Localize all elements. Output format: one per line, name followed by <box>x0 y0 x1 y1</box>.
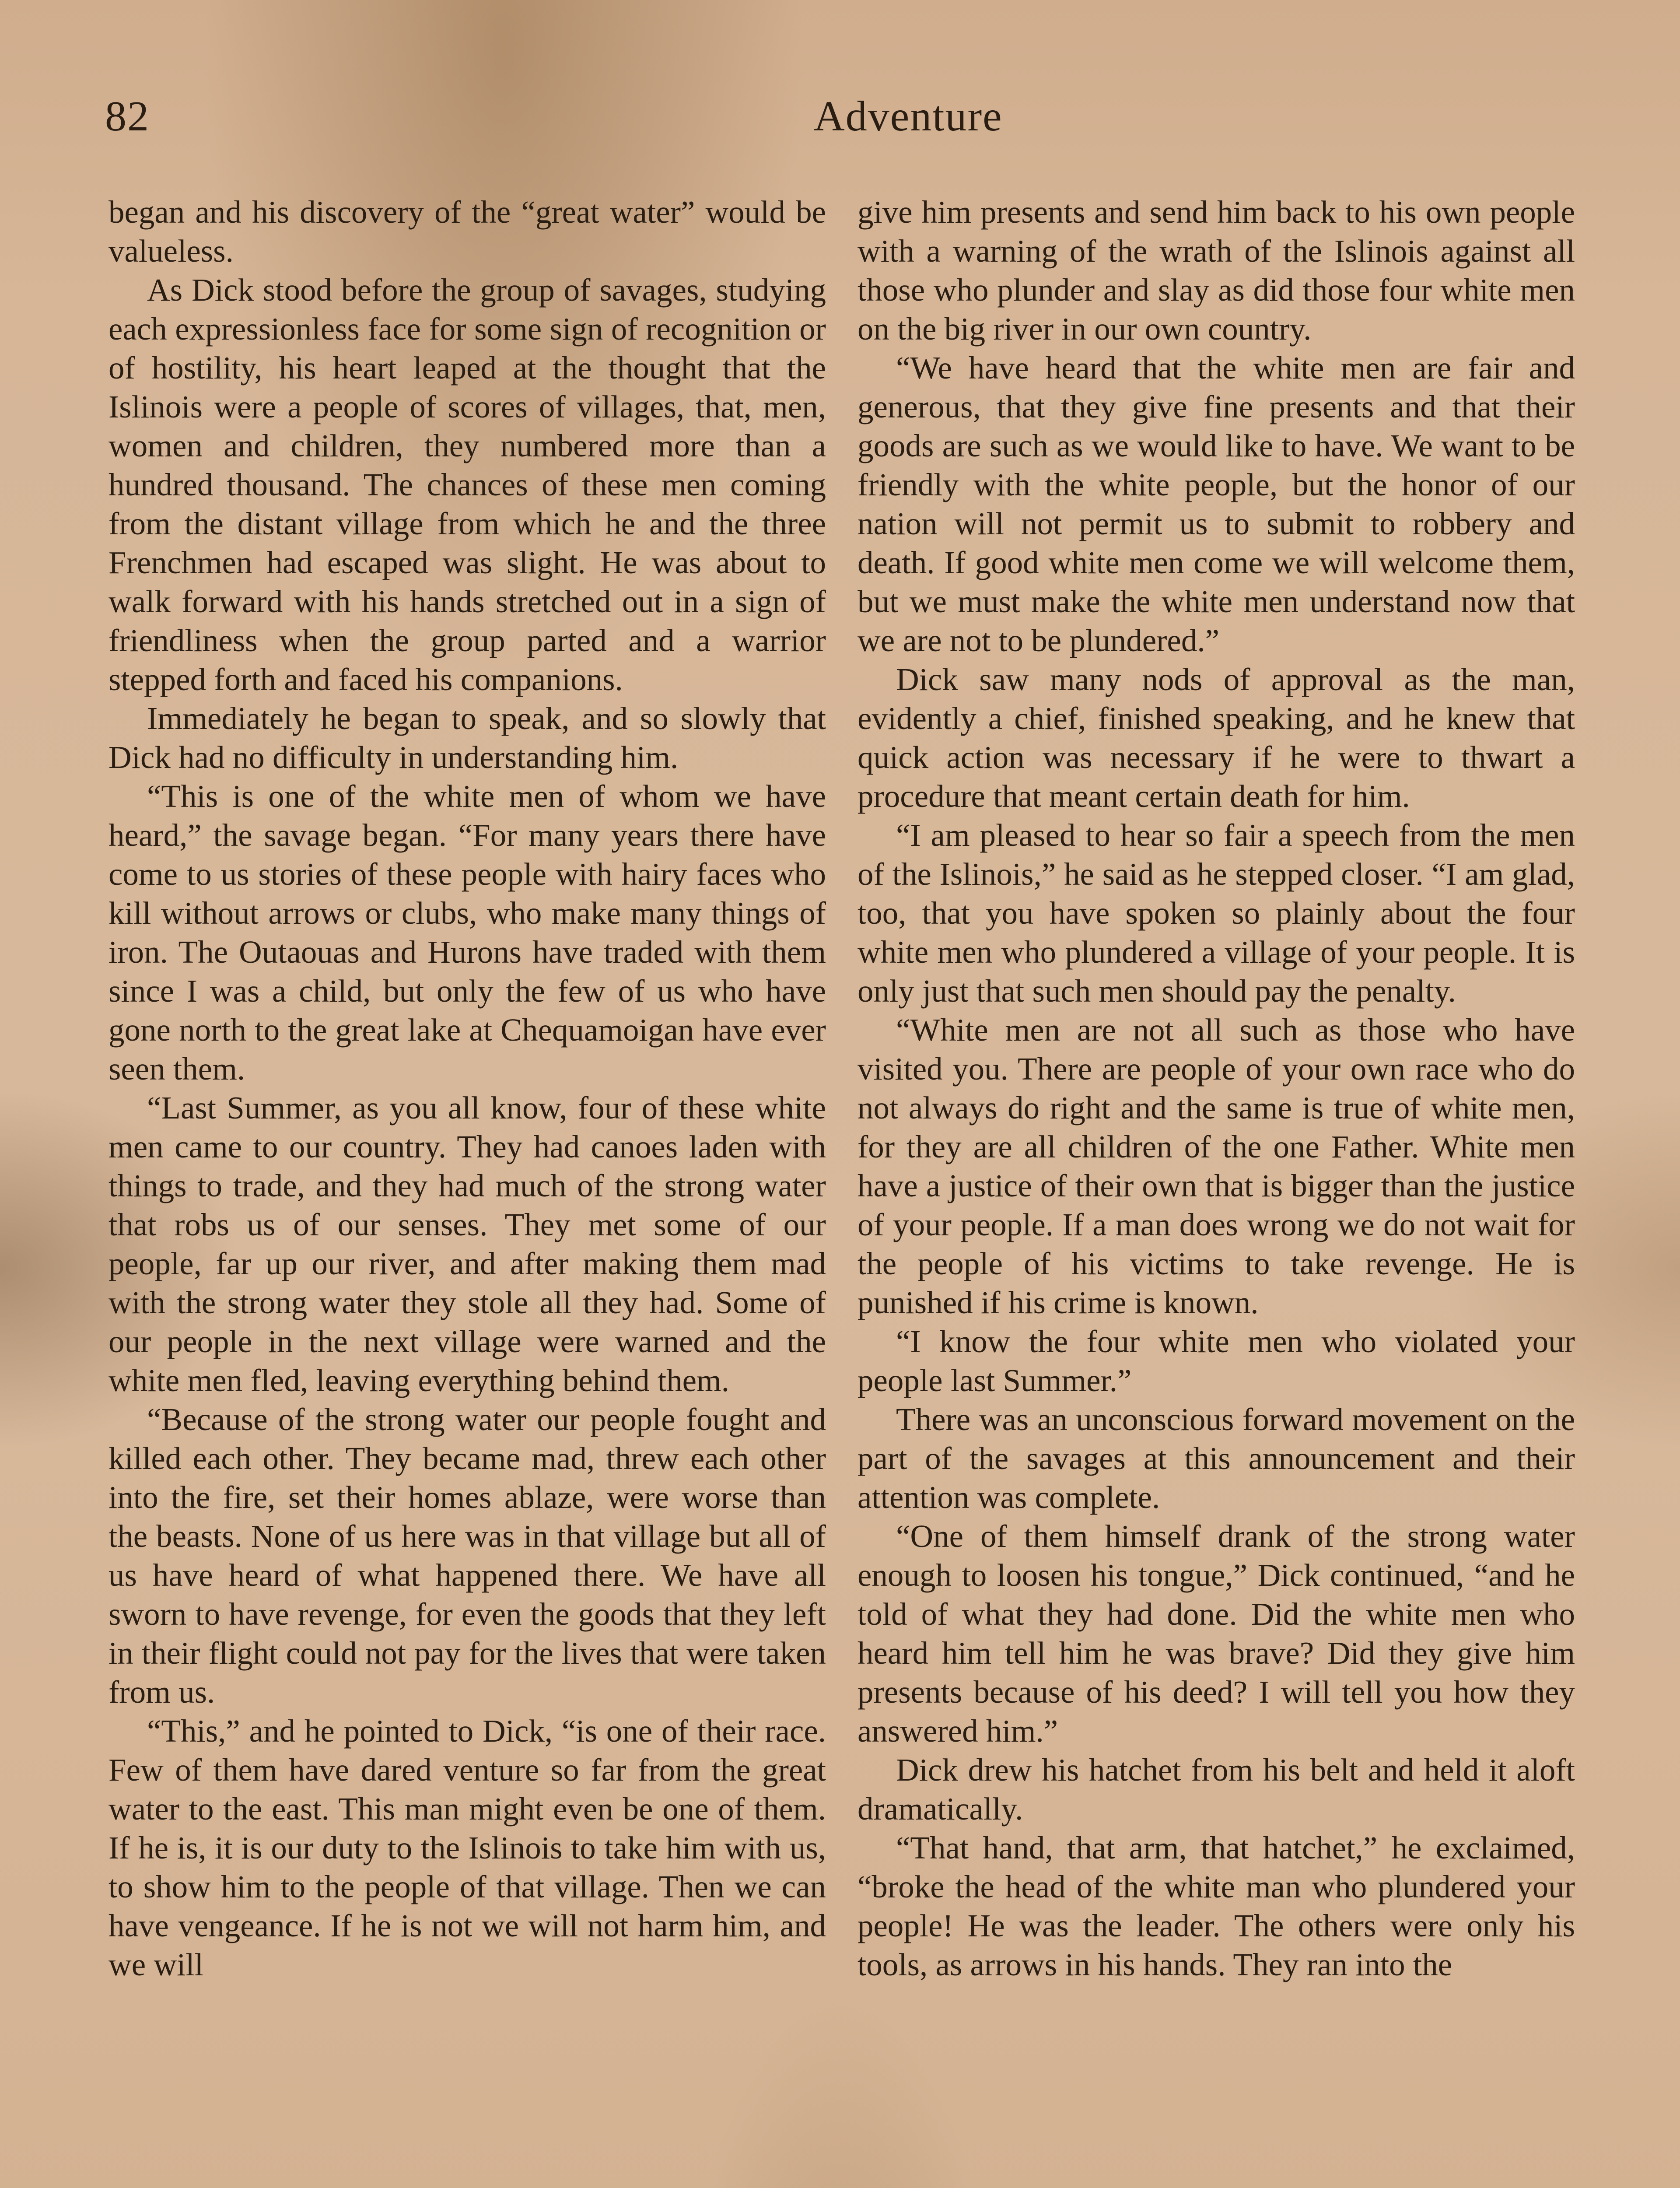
paragraph: “One of them himself drank of the strong water enough to loosen his tongue,” Dick continued, “and he told of what they had done. Did the white men who heard him tell him he was brave? Did they give him presents because of his deed? I will tell you how they answered him.” <box>858 1518 1575 1749</box>
paragraph: give him presents and send him back to his own people with a warning of the wrath of the Islinois against all those who plunder and slay as did those four white men on the big river in our own country. <box>858 194 1575 347</box>
paragraph: As Dick stood before the group of savages, studying each expressionless face for some sign of recognition or of hostility, his heart leaped at the thought that the Islinois were a people of scores of villages, that, men, women and children, they numbered more than a hundred thousand. The chances of these men coming from the distant village from which he and the three Frenchmen had escaped was slight. He was about to walk forward with his hands stretched out in a sign of friendliness when the group parted and a warrior stepped forth and faced his companions. <box>108 272 826 697</box>
paragraph: “White men are not all such as those who have visited you. There are people of your own race who do not always do right and the same is true of white men, for they are all children of the one Father. White men have a justice of their own that is bigger than the justice of your people. If a man does wrong we do not wait for the people of his victims to take revenge. He is punished if his crime is known. <box>858 1012 1575 1320</box>
paragraph: “Because of the strong water our people fought and killed each other. They became mad, threw each other into the fire, set their homes ablaze, were worse than the beasts. None of us here was in that village but all of us have heard of what happened there. We have all sworn to have revenge, for even the goods that they left in their flight could not pay for the lives that were taken from us. <box>108 1402 826 1710</box>
page-number: 82 <box>105 93 150 140</box>
paragraph: began and his discovery of the “great water” would be valueless. <box>108 194 826 269</box>
paragraph: “This,” and he pointed to Dick, “is one of their race. Few of them have dared venture so far from the great water to the east. This man might even be one of them. If he is, it is our duty to the Islinois to take him with us, to show him to the people of that village. Then we can have vengeance. If he is not we will not harm him, and we will <box>108 1713 826 1982</box>
page-header <box>105 92 1575 162</box>
paragraph: “That hand, that arm, that hatchet,” he exclaimed, “broke the head of the white man who plundered your people! He was the leader. The others were only his tools, as arrows in his hands. They ran into the <box>858 1830 1575 1982</box>
left-column <box>108 193 826 1984</box>
paragraph: “We have heard that the white men are fair and generous, that they give fine presents and that their goods are such as we would like to have. We want to be friendly with the white people, but the honor of our nation will not permit us to submit to robbery and death. If good white men come we will welcome them, but we must make the white men understand now that we are not to be plundered.” <box>858 350 1575 658</box>
running-head: Adventure <box>814 93 1003 140</box>
right-column <box>858 193 1575 1984</box>
paragraph: “This is one of the white men of whom we have heard,” the savage began. “For many years there have come to us stories of these people with hairy faces who kill without arrows or clubs, who make many things of iron. The Outaouas and Hurons have traded with them since I was a child, but only the few of us who have gone north to the great lake at Chequamoigan have ever seen them. <box>108 778 826 1087</box>
paragraph: “Last Summer, as you all know, four of these white men came to our country. They had canoes laden with things to trade, and they had much of the strong water that robs us of our senses. They met some of our people, far up our river, and after making them mad with the strong water they stole all they had. Some of our people in the next village were warned and the white men fled, leaving everything behind them. <box>108 1090 826 1398</box>
paragraph: Dick saw many nods of approval as the man, evidently a chief, finished speaking, and he knew that quick action was necessary if he were to thwart a procedure that meant certain death for him. <box>858 662 1575 814</box>
paragraph: “I know the four white men who violated your people last Summer.” <box>858 1324 1575 1398</box>
paragraph: Dick drew his hatchet from his belt and held it aloft dramatically. <box>858 1752 1575 1827</box>
paragraph: “I am pleased to hear so fair a speech from the men of the Islinois,” he said as he stepped closer. “I am glad, too, that you have spoken so plainly about the four white men who plundered a village of your people. It is only just that such men should pay the penalty. <box>858 817 1575 1009</box>
paragraph: There was an unconscious forward movement on the part of the savages at this announcement and their attention was complete. <box>858 1402 1575 1515</box>
paragraph: Immediately he began to speak, and so slowly that Dick had no difficulty in understanding him. <box>108 701 826 775</box>
